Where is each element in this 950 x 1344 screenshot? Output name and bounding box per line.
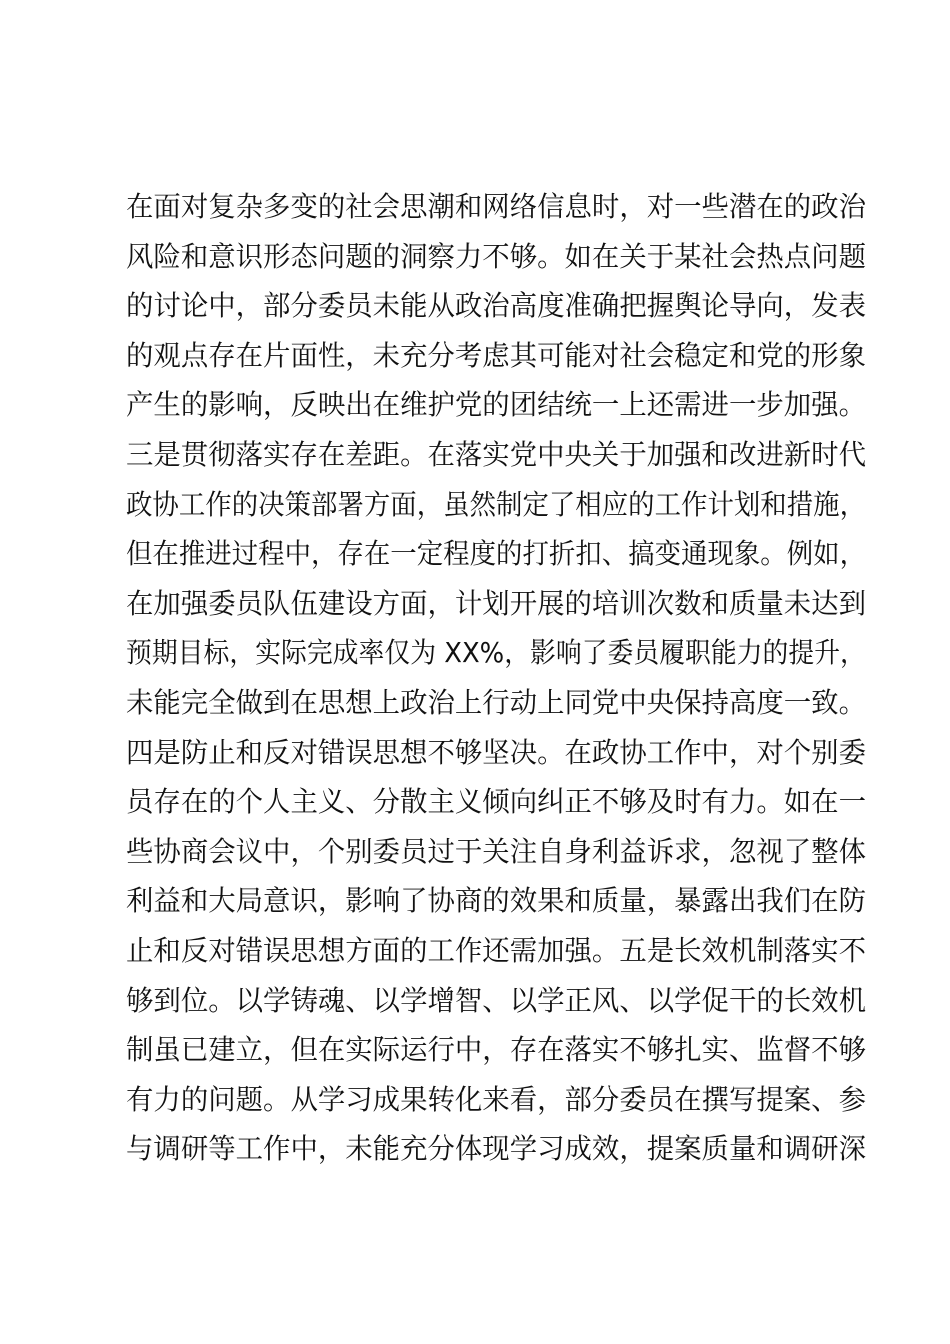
- text-line: 四是防止和反对错误思想不够坚决。在政协工作中，对个别委: [126, 735, 866, 769]
- text-line: 制虽已建立，但在实际运行中，存在落实不够扎实、监督不够: [126, 1033, 866, 1067]
- text-line: 员存在的个人主义、分散主义倾向纠正不够及时有力。如在一: [126, 785, 866, 819]
- text-line: 止和反对错误思想方面的工作还需加强。五是长效机制落实不: [126, 933, 866, 967]
- text-line: 未能完全做到在思想上政治上行动上同党中央保持高度一致。: [126, 685, 866, 719]
- text-line: 三是贯彻落实存在差距。在落实党中央关于加强和改进新时代: [126, 437, 866, 471]
- text-line: 与调研等工作中，未能充分体现学习成效，提案质量和调研深: [126, 1132, 866, 1166]
- text-line: 的观点存在片面性，未充分考虑其可能对社会稳定和党的形象: [126, 338, 866, 372]
- text-line: 政协工作的决策部署方面，虽然制定了相应的工作计划和措施，: [126, 487, 867, 521]
- text-line: 产生的影响，反映出在维护党的团结统一上还需进一步加强。: [126, 388, 866, 422]
- text-line: 但在推进过程中，存在一定程度的打折扣、搞变通现象。例如，: [126, 537, 867, 571]
- text-line: 利益和大局意识，影响了协商的效果和质量，暴露出我们在防: [126, 884, 866, 918]
- text-line: 在加强委员队伍建设方面，计划开展的培训次数和质量未达到: [126, 586, 866, 620]
- text-line: 预期目标，实际完成率仅为 XX%，影响了委员履职能力的提升，: [126, 636, 866, 670]
- text-line: 的讨论中，部分委员未能从政治高度准确把握舆论导向，发表: [126, 289, 866, 323]
- body-text: [126, 182, 866, 1174]
- text-line: 风险和意识形态问题的洞察力不够。如在关于某社会热点问题: [126, 239, 866, 273]
- text-line: 些协商会议中，个别委员过于关注自身利益诉求，忽视了整体: [126, 834, 866, 868]
- text-line: 够到位。以学铸魂、以学增智、以学正风、以学促干的长效机: [126, 983, 866, 1017]
- text-line: 有力的问题。从学习成果转化来看，部分委员在撰写提案、参: [126, 1082, 866, 1116]
- text-line: 在面对复杂多变的社会思潮和网络信息时，对一些潜在的政治: [126, 190, 866, 223]
